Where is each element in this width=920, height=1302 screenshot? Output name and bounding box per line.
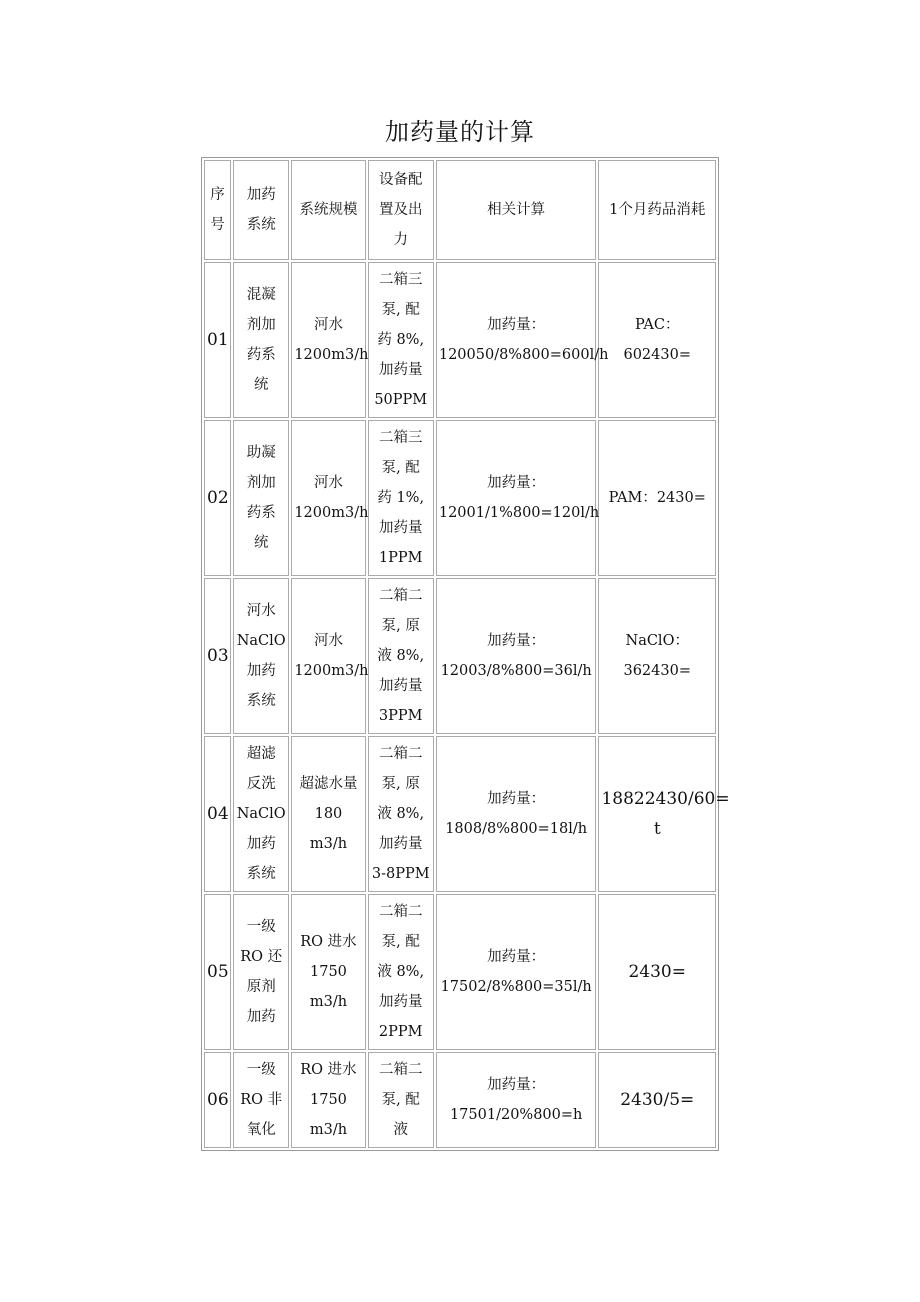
row-index: 02 (204, 420, 231, 576)
row-index: 04 (204, 736, 231, 892)
row-calculation: 加药量： 17501/20%800=h (436, 1052, 597, 1148)
row-equipment: 二箱二 泵, 原 液 8%, 加药量 3-8PPM (368, 736, 434, 892)
dosing-table (201, 157, 730, 1151)
row-equipment: 二箱二 泵, 配 液 (368, 1052, 434, 1148)
row-index: 03 (204, 578, 231, 734)
row-monthly-consumption: 18822430/60= t (598, 736, 716, 892)
header-scale: 系统规模 (291, 160, 365, 260)
row-index: 06 (204, 1052, 231, 1148)
header-equipment: 设备配 置及出 力 (368, 160, 434, 260)
row-calculation: 加药量： 12001/1%800=120l/h (436, 420, 597, 576)
row-system: 一级 RO 非 氧化 (233, 1052, 289, 1148)
row-scale: RO 进水 1750 m3/h (291, 1052, 365, 1148)
row-calculation: 加药量： 12003/8%800=36l/h (436, 578, 597, 734)
row-equipment: 二箱二 泵, 原 液 8%, 加药量 3PPM (368, 578, 434, 734)
row-monthly-consumption: PAC：602430= (598, 262, 716, 418)
table-row (204, 578, 716, 734)
row-index: 05 (204, 894, 231, 1050)
row-index: 01 (204, 262, 231, 418)
table-row (204, 420, 716, 576)
row-calculation: 加药量： 120050/8%800=600l/h (436, 262, 597, 418)
row-scale: 河水 1200m3/h (291, 420, 365, 576)
header-monthly-consumption: 1个月药品消耗 (598, 160, 716, 260)
row-monthly-consumption: NaClO： 362430= (598, 578, 716, 734)
header-index: 序 号 (204, 160, 231, 260)
row-system: 河水 NaClO 加药 系统 (233, 578, 289, 734)
header-calculation: 相关计算 (436, 160, 597, 260)
row-system: 混凝 剂加 药系 统 (233, 262, 289, 418)
row-scale: 超滤水量 180 m3/h (291, 736, 365, 892)
row-calculation: 加药量： 17502/8%800=35l/h (436, 894, 597, 1050)
header-system: 加药 系统 (233, 160, 289, 260)
row-scale: 河水 1200m3/h (291, 578, 365, 734)
table-row (204, 736, 716, 892)
row-scale: RO 进水 1750 m3/h (291, 894, 365, 1050)
row-scale: 河水 1200m3/h (291, 262, 365, 418)
row-equipment: 二箱二 泵, 配 液 8%, 加药量 2PPM (368, 894, 434, 1050)
row-calculation: 加药量： 1808/8%800=18l/h (436, 736, 597, 892)
page-title: 加药量的计算 (385, 118, 535, 146)
row-equipment: 二箱三 泵, 配 药 1%, 加药量 1PPM (368, 420, 434, 576)
row-monthly-consumption: PAM：2430= (598, 420, 716, 576)
row-monthly-consumption: 2430= (598, 894, 716, 1050)
row-system: 助凝 剂加 药系 统 (233, 420, 289, 576)
table-row (204, 262, 716, 418)
table-row (204, 1052, 716, 1148)
row-system: 超滤 反洗 NaClO 加药 系统 (233, 736, 289, 892)
table-header-row (204, 160, 716, 260)
row-system: 一级 RO 还 原剂 加药 (233, 894, 289, 1050)
table-row (204, 894, 716, 1050)
row-equipment: 二箱三 泵, 配 药 8%, 加药量 50PPM (368, 262, 434, 418)
row-monthly-consumption: 2430/5= (598, 1052, 716, 1148)
